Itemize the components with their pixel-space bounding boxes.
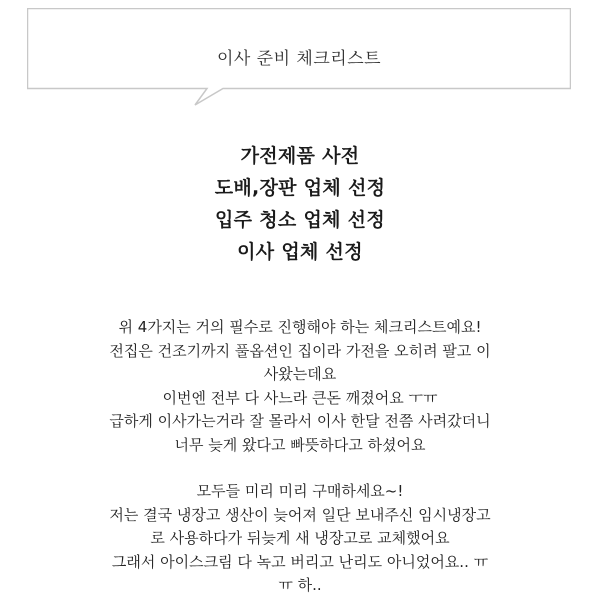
title-speech-bubble xyxy=(27,8,571,108)
body-line: 로 사용하다가 뒤늦게 새 냉장고로 교체했어요 xyxy=(150,529,450,547)
body-line: 급하게 이사가는거라 잘 몰라서 이사 한달 전쯤 사려갔더니 xyxy=(109,412,491,430)
checklist-item-move-in-cleaning: 입주 청소 업체 선정 xyxy=(215,209,385,231)
paragraph-gap xyxy=(20,457,580,480)
body-line: ㅠ 하.. xyxy=(278,576,322,594)
body-line: 너무 늦게 왔다고 빠뜻하다고 하셨어요 xyxy=(174,435,426,454)
checklist-item-appliances: 가전제품 사전 xyxy=(240,145,360,167)
checklist xyxy=(0,140,600,268)
body-line: 모두들 미리 미리 구매하세요~! xyxy=(196,482,404,500)
body-line: 사왔는데요 xyxy=(263,365,337,383)
body-line: 전집은 건조기까지 풀옵션인 집이라 가전을 오히려 팔고 이 xyxy=(109,341,491,360)
body-line: 위 4가지는 거의 필수로 진행해야 하는 체크리스트예요! xyxy=(118,318,482,336)
page-title: 이사 준비 체크리스트 xyxy=(216,49,382,69)
body-line: 저는 결국 냉장고 생산이 늦어져 일단 보내주신 임시냉장고 xyxy=(109,505,491,524)
body-line: 이번엔 전부 다 사느라 큰돈 깨졌어요 ㅜㅠ xyxy=(162,388,438,407)
body-text xyxy=(20,316,580,598)
body-line: 그래서 아이스크림 다 녹고 버리고 난리도 아니었어요.. ㅠ xyxy=(111,552,489,571)
checklist-item-moving-company: 이사 업체 선정 xyxy=(237,241,363,263)
checklist-item-wallpaper-flooring: 도배,장판 업체 선정 xyxy=(214,177,386,199)
